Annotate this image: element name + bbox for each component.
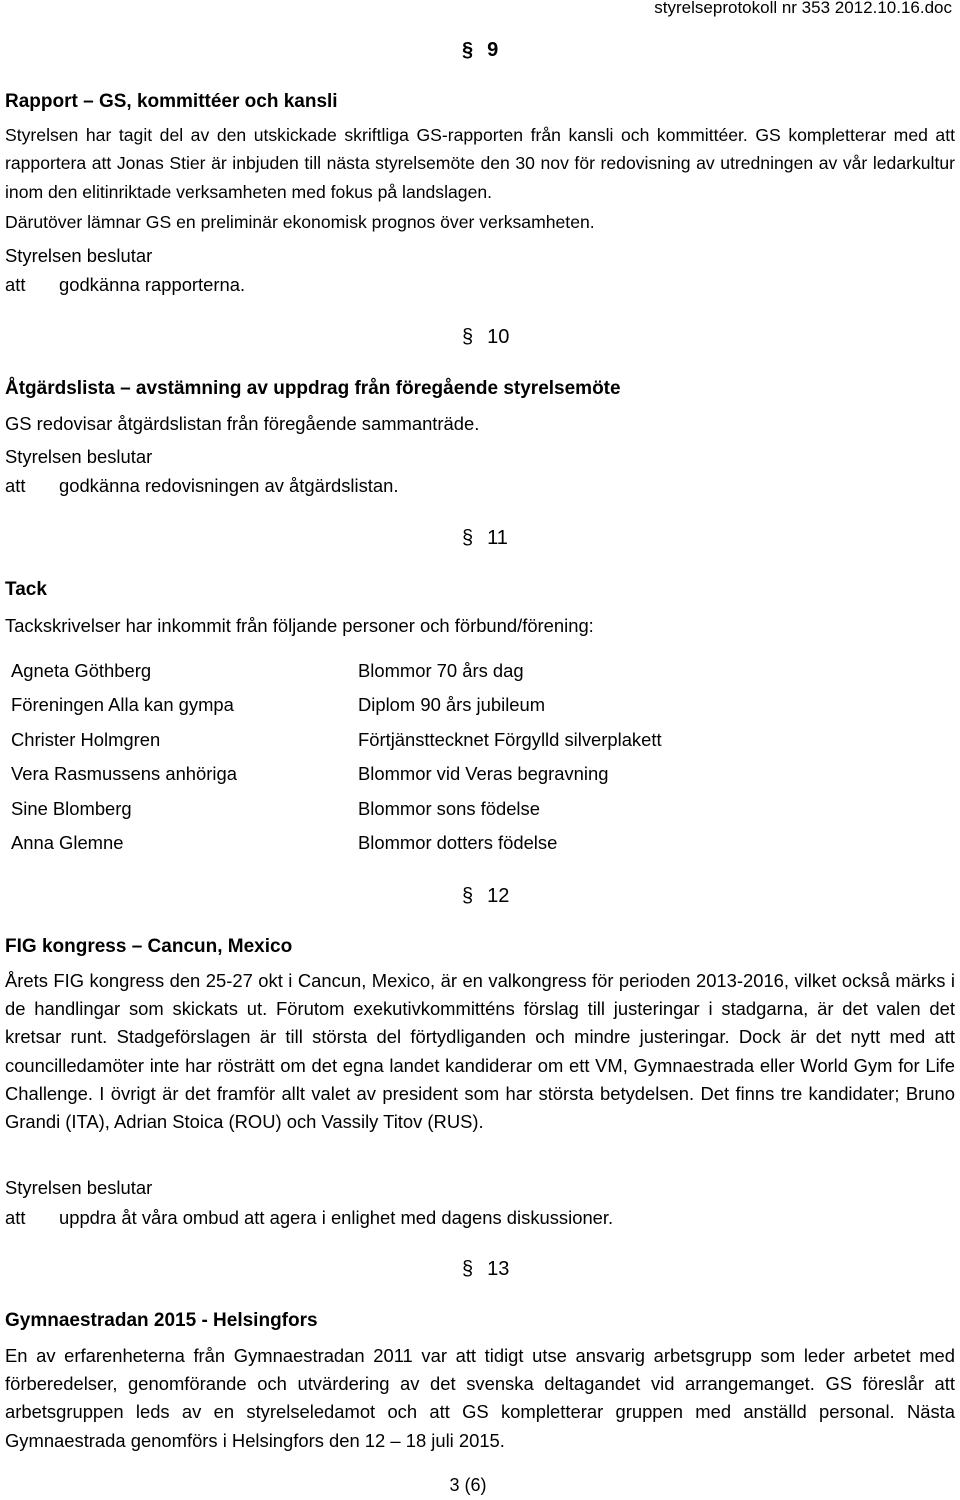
decision-label-12: Styrelsen beslutar [5,1177,153,1198]
list-item: Föreningen Alla kan gympa [11,694,234,716]
decision-12 [5,1206,613,1230]
page-number: 3 (6) [449,1475,487,1495]
section-body-13: En av erfarenheterna från Gymnaestradan 2011 var att tidigt utse ansvarig arbetsgrupp som leder arbetet med förberedelser, genomförande och utvärdering av det svenska deltagandet vid arrangemanget. GS föreslår att arbetsgruppen leds av en styrelseledamot och att GS kompletterar gruppen med anställd personal. Nästa Gymnaestrada genomförs i Helsingfors den 12 – 18 juli 2015. [5,1345,955,1451]
decision-9 [5,273,245,297]
section-symbol: § [462,527,474,549]
section-heading-13: Gymnaestradan 2015 - Helsingfors [5,1310,318,1331]
section-symbol: § [462,885,474,907]
section-symbol: § [462,39,474,61]
section-number-13: § 13 [462,1258,510,1280]
decision-text: godkänna redovisningen av åtgärdslistan. [59,475,399,496]
list-item: Christer Holmgren [11,728,161,750]
section-body-9: Styrelsen har tagit del av den utskickade skriftliga GS-rapporten från kansli och kommittéer. GS kompletterar med att rapportera att Jonas Stier är inbjuden till nästa styrelsemöte den 30 nov för redovisning av utredningen av vår ledarkultur inom den elitinriktade verksamheten med fokus på landslagen. [5,125,955,202]
decision-label-10: Styrelsen beslutar [5,446,153,467]
section-body-12: Årets FIG kongress den 25-27 okt i Cancun, Mexico, är en valkongress för perioden 2013-2016, vilket också märks i de handlingar som skickats ut. Förutom exekutivkommitténs förslag till justeringar i stadgarna, är det valen det kretsar runt. Stadgeförslagen är till största del förtydliganden och mindre justeringar. Dock är det nytt med att councilledamöter inte har rösträtt om det egna landet kandiderar om ett VM, Gymnaestrada eller World Gym for Life Challenge. I övrigt är det framför allt valet av president som har största betydelsen. Det finns tre kandidater; Bruno Grandi (ITA), Adrian Stoica (ROU) och Vassily Titov (RUS). [5,970,955,1133]
decision-label-9: Styrelsen beslutar [5,245,153,266]
list-item: Diplom 90 års jubileum [358,694,546,716]
decision-text: godkänna rapporterna. [59,274,246,295]
list-item: Agneta Göthberg [11,660,152,681]
section-body-10: GS redovisar åtgärdslistan från föregående sammanträde. [5,413,480,434]
list-item: Vera Rasmussens anhöriga [11,763,237,785]
list-item: Anna Glemne [11,832,124,854]
thanks-names-list [11,654,237,860]
section-number-9: § 9 [462,39,499,61]
decision-att: att [5,1207,26,1228]
section-number-10: § 10 [462,326,510,348]
section-symbol: § [462,326,474,348]
list-item: Blommor 70 års dag [358,660,524,681]
list-item: Förtjänsttecknet Förgylld silverplakett [358,728,662,750]
list-item: Sine Blomberg [11,797,132,819]
decision-att: att [5,274,26,295]
section-body-9-extra: Därutöver lämnar GS en preliminär ekonomisk prognos över verksamheten. [5,212,595,232]
section-number-12: § 12 [462,885,510,907]
decision-att: att [5,475,26,496]
section-number-11: § 11 [462,527,508,549]
list-item: Blommor dotters födelse [358,832,558,854]
decision-10 [5,474,398,498]
header-filename: styrelseprotokoll nr 353 2012.10.16.doc [654,0,952,17]
decision-text: uppdra åt våra ombud att agera i enlighet med dagens diskussioner. [59,1207,614,1228]
thanks-reasons-list [358,654,662,860]
section-heading-9: Rapport – GS, kommittéer och kansli [5,91,338,112]
section-heading-12: FIG kongress – Cancun, Mexico [5,936,293,957]
list-item: Blommor sons födelse [358,797,540,819]
section-body-11: Tackskrivelser har inkommit från följande personer och förbund/förening: [5,615,594,636]
section-heading-11: Tack [5,579,47,600]
list-item: Blommor vid Veras begravning [358,763,609,785]
section-heading-10: Åtgärdslista – avstämning av uppdrag från föregående styrelsemöte [5,378,621,399]
section-symbol: § [462,1258,474,1280]
